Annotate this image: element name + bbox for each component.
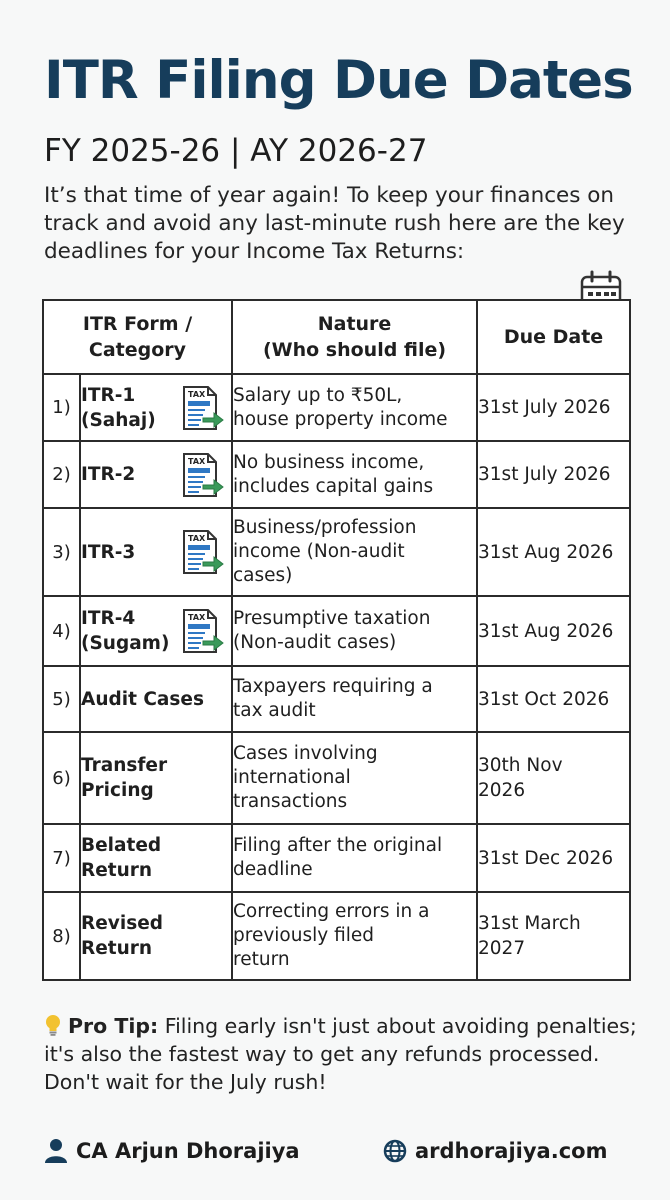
due-date-cell: 31st July 2026 [477, 441, 630, 508]
table-row [43, 374, 630, 441]
pro-tip [44, 1012, 644, 1096]
form-cell [80, 892, 232, 980]
form-cell [80, 824, 232, 892]
form-name: ITR-1 (Sahaj) [81, 384, 156, 431]
pro-tip-text: Filing early isn't just about avoiding penalties; it's also the fastest way to get any refunds processed. Don't wait for the July rush! [44, 1014, 637, 1094]
form-name: ITR-4 (Sugam) [81, 608, 170, 654]
svg-text:TAX: TAX [188, 456, 206, 466]
row-number: 6) [43, 732, 80, 824]
table-row [43, 732, 630, 824]
table-row [43, 824, 630, 892]
due-date-cell: 31st Oct 2026 [477, 666, 630, 732]
author-name: CA Arjun Dhorajiya [76, 1139, 300, 1163]
header-form-line2: Category [88, 339, 187, 361]
due-dates-table [42, 299, 631, 981]
table-row [43, 666, 630, 732]
form-name: Transfer Pricing [81, 755, 168, 801]
row-number: 2) [43, 441, 80, 508]
form-name: Belated Return [81, 835, 162, 881]
form-cell [80, 374, 232, 441]
due-date-cell: 31st Aug 2026 [477, 596, 630, 666]
due-date-cell: 31st March 2027 [477, 892, 630, 980]
page-subtitle: FY 2025-26 | AY 2026-27 [44, 133, 428, 169]
tax-document-icon [181, 528, 225, 576]
nature-cell: Salary up to ₹50L, house property income [232, 374, 477, 441]
table-row [43, 508, 630, 596]
nature-cell: Taxpayers requiring a tax audit [232, 666, 477, 732]
nature-cell: Correcting errors in a previously filed return [232, 892, 477, 980]
table-row [43, 596, 630, 666]
header-nature-line2: (Who should file) [262, 339, 447, 361]
form-cell [80, 441, 232, 508]
form-name: Revised Return [81, 913, 163, 959]
nature-cell: No business income, includes capital gains [232, 441, 477, 508]
row-number: 5) [43, 666, 80, 732]
tax-document-icon [181, 451, 225, 499]
pro-tip-label: Pro Tip: [68, 1014, 159, 1038]
nature-cell: Presumptive taxation (Non-audit cases) [232, 596, 477, 666]
due-date-cell: 31st Aug 2026 [477, 508, 630, 596]
nature-cell: Cases involving international transactions [232, 732, 477, 824]
tax-document-icon [181, 607, 225, 655]
table-row [43, 441, 630, 508]
svg-text:TAX: TAX [188, 389, 206, 399]
header-nature-line1: Nature [317, 313, 392, 335]
table-header-row [43, 300, 630, 374]
nature-cell: Business/profession income (Non-audit cases) [232, 508, 477, 596]
header-nature [232, 300, 477, 374]
form-cell [80, 596, 232, 666]
form-name: ITR-2 [81, 464, 136, 485]
form-cell [80, 732, 232, 824]
form-name: Audit Cases [81, 688, 204, 710]
row-number: 8) [43, 892, 80, 980]
website-link[interactable]: ardhorajiya.com [415, 1139, 608, 1163]
person-icon [44, 1138, 68, 1164]
globe-icon [383, 1138, 407, 1164]
lightbulb-icon [44, 1014, 62, 1036]
due-date-cell: 31st Dec 2026 [477, 824, 630, 892]
svg-text:TAX: TAX [188, 613, 206, 622]
form-cell [80, 666, 232, 732]
row-number: 1) [43, 374, 80, 441]
table-row [43, 892, 630, 980]
form-cell [80, 508, 232, 596]
tax-document-icon [181, 384, 225, 432]
header-form-line1: ITR Form / [82, 313, 193, 335]
row-number: 3) [43, 508, 80, 596]
row-number: 4) [43, 596, 80, 666]
due-date-cell: 30th Nov 2026 [477, 732, 630, 824]
row-number: 7) [43, 824, 80, 892]
form-name: ITR-3 [81, 541, 136, 563]
website[interactable] [383, 1138, 607, 1164]
header-due: Due Date [477, 300, 630, 374]
svg-text:TAX: TAX [188, 534, 206, 543]
due-date-cell: 31st July 2026 [477, 374, 630, 441]
author [44, 1138, 300, 1164]
intro-text: It’s that time of year again! To keep your finances on track and avoid any last-minute rush here are the key deadlines for your Income Tax Returns: [44, 183, 625, 264]
page-title: ITR Filing Due Dates [44, 50, 633, 111]
header-form [43, 300, 232, 374]
nature-cell: Filing after the original deadline [232, 824, 477, 892]
